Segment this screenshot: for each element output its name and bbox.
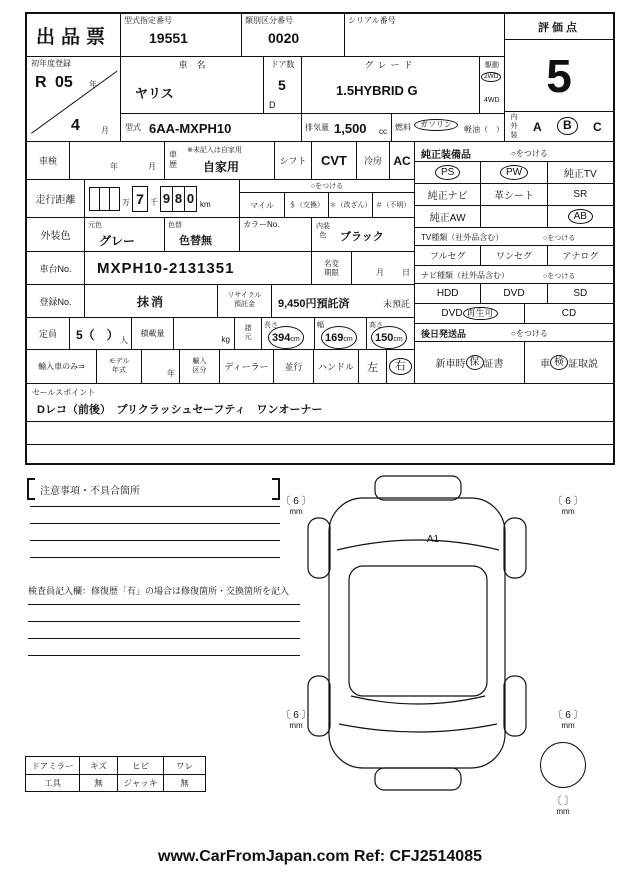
odometer-digit-1: 9 xyxy=(160,186,173,212)
handle-right-cell xyxy=(387,350,415,384)
fuel-label: 燃料 xyxy=(395,123,411,132)
manual-selected: 検 xyxy=(550,355,568,370)
registration-era: R xyxy=(35,74,47,91)
model-year-unit: 年 xyxy=(167,369,175,379)
odometer-digit-2: 8 xyxy=(172,186,185,212)
odometer-empty-box xyxy=(109,187,120,211)
blank-row-2 xyxy=(27,445,613,463)
doors-label: ドア数 xyxy=(270,60,295,69)
tread-rear-left xyxy=(279,706,313,730)
sales-point-cell xyxy=(27,384,613,422)
regno-label-cell xyxy=(27,285,85,318)
equip-ps-cell xyxy=(415,162,481,183)
later-shipping-mark-note: ○をつける xyxy=(511,329,548,338)
length-cell xyxy=(262,318,315,350)
navi-dvd: DVD xyxy=(503,288,525,299)
parallel-cell xyxy=(274,350,314,384)
mark-tamper-option: ＊（改ざん） xyxy=(329,193,373,217)
mileage-label-cell xyxy=(27,180,85,218)
registration-year: 05 xyxy=(55,74,73,91)
cooling-value-cell xyxy=(390,142,415,180)
equip-row-3 xyxy=(415,206,613,228)
cd-cell xyxy=(525,304,613,323)
dvd-play-selected: 再生可 xyxy=(463,307,498,321)
dealer-option: ディーラー xyxy=(224,362,269,372)
grade-cell xyxy=(302,57,480,114)
parallel-option: 並行 xyxy=(284,362,303,372)
height-value-oval xyxy=(371,326,407,349)
tread-spare-bracket: 〔 〕 xyxy=(551,796,575,807)
interior-color-cell xyxy=(312,218,415,252)
odometer-boxes xyxy=(85,180,239,217)
equip-ps-selected: PS xyxy=(435,165,460,180)
repaint-cell xyxy=(165,218,240,252)
tread-front-left-unit: mm xyxy=(289,507,303,516)
dvd-play-prefix: DVD xyxy=(441,308,463,319)
chassis-label-cell xyxy=(27,252,85,285)
registration-month-unit: 月 xyxy=(101,126,109,135)
break-label: ワレ xyxy=(175,760,193,771)
documents-row xyxy=(415,342,613,384)
cooling-label-cell xyxy=(357,142,390,180)
chassis-value: MXPH10-2131351 xyxy=(97,260,235,277)
model-cell xyxy=(121,114,302,142)
equip-tv: 純正TV xyxy=(563,169,597,180)
manual-prefix: 車 xyxy=(540,359,550,370)
equip-header-cell xyxy=(415,142,613,162)
cooling-label: 冷房 xyxy=(363,156,382,166)
name-change-day-unit: 日 xyxy=(402,268,410,278)
color-no-label: カラーNo. xyxy=(243,220,280,229)
drive-4wd: 4WD xyxy=(484,97,500,104)
tv-type-mark-note: ○をつける xyxy=(543,235,576,242)
displacement-cell xyxy=(302,114,392,142)
regno-value: 抹消 xyxy=(136,294,165,309)
ruled-line xyxy=(28,604,300,605)
load-value-cell xyxy=(174,318,235,350)
equip-pw-cell xyxy=(481,162,547,183)
doors-value: 5 xyxy=(278,77,286,93)
tv-type-label: TV種類（社外品含む） xyxy=(421,233,504,242)
blank-row-1 xyxy=(27,422,613,445)
damage-mark-a1: A1 xyxy=(426,534,440,545)
model-code-label: 型式指定番号 xyxy=(124,16,172,25)
interior-color-value: ブラック xyxy=(340,231,384,243)
mark-header-strip xyxy=(240,180,414,193)
tv-oneseg: ワンセグ xyxy=(495,251,532,261)
color-no-cell xyxy=(240,218,312,252)
history-note: ※未記入は自家用 xyxy=(187,147,242,154)
tread-spare xyxy=(546,792,580,816)
mark-options-row xyxy=(240,193,414,217)
handle-right-selected: 右 xyxy=(389,358,412,374)
tread-front-left-value: 〔 6 〕 xyxy=(280,496,312,507)
odometer-thousands-digit: 7 xyxy=(132,186,148,212)
model-label: 型式 xyxy=(125,123,141,132)
grade-a: A xyxy=(533,120,542,134)
cd-option: CD xyxy=(561,308,577,319)
scratch-label: キズ xyxy=(80,757,118,774)
class-code-label: 類別区分番号 xyxy=(245,16,293,25)
manual-cell xyxy=(525,342,613,383)
class-code-cell xyxy=(242,14,345,57)
hood-line xyxy=(337,540,499,550)
ruled-line xyxy=(28,621,300,622)
page-title: 出品票 xyxy=(35,26,111,48)
serial-cell xyxy=(345,14,505,57)
tv-analog: アナログ xyxy=(562,251,599,261)
length-value: 394 xyxy=(272,332,291,344)
recycle-value-cell xyxy=(272,285,415,318)
manual-suffix: 証取説 xyxy=(568,359,598,370)
drive-label: 駆動 xyxy=(485,62,499,69)
km-unit-label: km xyxy=(200,200,211,210)
tv-type-row xyxy=(415,246,613,266)
name-change-date-cell xyxy=(352,252,415,285)
length-label: 長さ xyxy=(264,322,278,329)
jack-status: 無 xyxy=(180,778,189,788)
handle-left-cell xyxy=(359,350,387,384)
ruled-line xyxy=(30,523,280,524)
dvd-play-row xyxy=(415,304,613,324)
capacity-value: 5（ ） xyxy=(76,328,119,342)
crack-label: ヒビ xyxy=(118,757,164,774)
model-year-label-cell xyxy=(97,350,142,384)
condition-row-1 xyxy=(26,757,205,774)
shaken-year-unit: 年 xyxy=(110,162,118,172)
registration-year-unit: 年 xyxy=(89,80,97,89)
equip-sunroof-cell xyxy=(548,184,613,205)
displacement-label: 排気量 xyxy=(305,123,329,132)
width-unit: cm xyxy=(343,336,353,343)
equip-empty-cell xyxy=(481,206,547,227)
sales-point-text: Dレコ（前後） プリクラッシュセーフティ ワンオーナー xyxy=(37,404,323,416)
capacity-label-cell xyxy=(27,318,70,350)
later-shipping-header-cell xyxy=(415,324,613,342)
repaint-value: 色替無 xyxy=(179,235,212,247)
displacement-unit: cc xyxy=(379,127,387,137)
capacity-label: 定員 xyxy=(38,329,57,339)
equip-leather-cell xyxy=(481,184,547,205)
notes-label: 注意事項・不具合箇所 xyxy=(40,486,140,497)
score-label: 評価点 xyxy=(538,21,580,34)
rear-window-line xyxy=(351,696,485,704)
auction-form xyxy=(25,12,615,465)
mark-exchange-option: ＄（交換） xyxy=(285,193,329,217)
tools-status: 無 xyxy=(80,775,118,791)
rear-bumper xyxy=(375,768,461,790)
doors-type: D xyxy=(269,100,276,110)
tread-front-right-unit: mm xyxy=(561,507,575,516)
doors-cell xyxy=(264,57,302,114)
equip-alloy-wheels: 純正AW xyxy=(429,213,466,224)
ruled-line xyxy=(30,506,280,507)
regno-label: 登録No. xyxy=(39,296,72,307)
shift-value: CVT xyxy=(321,153,347,168)
registration-month: 4 xyxy=(71,117,80,134)
equip-pw-selected: PW xyxy=(500,165,528,180)
front-right-wheel xyxy=(504,518,526,578)
name-change-label-cell xyxy=(312,252,352,285)
tread-front-right xyxy=(551,492,585,516)
serial-label: シリアル番号 xyxy=(348,16,396,25)
navi-sd: SD xyxy=(573,288,588,299)
spec-label-cell xyxy=(235,318,262,350)
chassis-label: 車台No. xyxy=(39,263,72,274)
tread-rear-right-value: 〔 6 〕 xyxy=(552,710,584,721)
shift-label: シフト xyxy=(279,156,307,166)
warranty-prefix: 新車時 xyxy=(435,359,466,370)
width-value-oval xyxy=(321,326,357,349)
model-year-label: モデル年式 xyxy=(108,357,130,374)
base-color-cell xyxy=(85,218,165,252)
sheet-title-cell xyxy=(27,14,121,57)
equip-sunroof: SR xyxy=(573,189,588,200)
tread-rear-right xyxy=(551,706,585,730)
tread-front-left xyxy=(279,492,313,516)
mark-header: ○をつける xyxy=(310,183,344,190)
sales-point-label: セールスポイント xyxy=(32,388,96,397)
capacity-unit: 人 xyxy=(120,336,128,346)
dealer-cell xyxy=(220,350,274,384)
tv-oneseg-cell xyxy=(481,246,547,265)
drive-2wd-selected: 2WD xyxy=(481,72,501,82)
length-unit: cm xyxy=(290,336,300,343)
equip-tv-cell xyxy=(548,162,613,183)
recycle-not-deposited: 未預託 xyxy=(382,299,410,309)
repaint-label: 色替 xyxy=(168,222,182,229)
cabin-outline xyxy=(349,566,487,696)
navi-sd-cell xyxy=(548,284,613,303)
grade-c: C xyxy=(593,120,602,134)
man-unit-label: 万 xyxy=(122,198,130,208)
ruled-line xyxy=(30,540,280,541)
navi-type-header-cell xyxy=(415,266,613,284)
fuel-diesel: 軽油（ ） xyxy=(464,125,504,134)
handle-label-cell xyxy=(314,350,359,384)
regno-value-cell xyxy=(85,285,218,318)
height-label: 高さ xyxy=(369,322,383,329)
ruled-line xyxy=(28,638,300,639)
width-label: 幅 xyxy=(317,322,324,329)
recycle-label: リサイクル預託金 xyxy=(227,292,262,308)
front-bumper xyxy=(375,476,461,500)
tv-type-header-cell xyxy=(415,228,613,246)
exterior-color-label-cell xyxy=(27,218,85,252)
fuel-gasoline-selected: ガソリン xyxy=(414,119,458,131)
tread-rear-left-unit: mm xyxy=(289,721,303,730)
grade-value: 1.5HYBRID G xyxy=(336,83,418,98)
door-mirror-label: ドアミラー xyxy=(26,757,80,774)
handle-label: ハンドル xyxy=(317,362,354,372)
first-registration-label: 初年度登録 xyxy=(31,59,71,68)
displacement-value: 1,500 xyxy=(334,121,367,136)
base-color-label: 元色 xyxy=(88,222,102,229)
spec-label: 諸元 xyxy=(244,324,252,341)
equip-airbag-cell xyxy=(548,206,613,227)
fuel-cell xyxy=(392,114,505,142)
model-code-value: 19551 xyxy=(149,30,188,46)
first-registration-cell xyxy=(27,57,121,142)
recycle-label-cell xyxy=(218,285,272,318)
equip-aw-cell xyxy=(415,206,481,227)
warranty-book-cell xyxy=(415,342,525,383)
rear-right-wheel xyxy=(504,676,526,736)
width-value: 169 xyxy=(325,332,344,344)
history-cell xyxy=(165,142,275,180)
warranty-suffix: 証書 xyxy=(483,359,504,370)
exterior-color-label: 外装色 xyxy=(40,231,71,242)
equip-header: 純正装備品 xyxy=(421,150,471,161)
tread-spare-unit: mm xyxy=(556,807,570,816)
class-code-value: 0020 xyxy=(268,30,300,46)
shaken-date-cell xyxy=(70,142,165,180)
mark-mile-option: マイル xyxy=(240,193,285,217)
trunk-line xyxy=(339,724,497,732)
car-name-cell xyxy=(121,57,264,114)
front-left-wheel xyxy=(308,518,330,578)
tread-front-right-value: 〔 6 〕 xyxy=(552,496,584,507)
notes-bracket-left xyxy=(27,478,35,500)
equip-navi-cell xyxy=(415,184,481,205)
length-value-oval xyxy=(268,326,304,349)
ruled-line xyxy=(28,655,300,656)
handle-left-option: 左 xyxy=(367,361,378,374)
shift-label-cell xyxy=(275,142,312,180)
equip-airbag-selected: AB xyxy=(568,209,593,224)
tv-fullseg: フルセグ xyxy=(429,251,466,261)
load-label: 積載量 xyxy=(140,329,165,338)
dvd-play-cell xyxy=(415,304,525,323)
import-only-cell xyxy=(27,350,97,384)
mileage-mark-cell xyxy=(240,180,415,218)
shaken-label: 車検 xyxy=(38,156,57,166)
import-type-label: 輸入区分 xyxy=(192,357,207,374)
equip-navi: 純正ナビ xyxy=(427,191,468,202)
capacity-value-cell xyxy=(70,318,132,350)
model-year-value-cell xyxy=(142,350,180,384)
jack-label: ジャッキ xyxy=(118,775,164,791)
grade-label: グレード xyxy=(364,60,417,70)
shaken-cell xyxy=(27,142,70,180)
interior-exterior-label: 内外装 xyxy=(510,114,518,139)
width-cell xyxy=(315,318,367,350)
load-label-cell xyxy=(132,318,174,350)
inspector-label: 検査員記入欄：修復歴「有」の場合は修復箇所・交換箇所を記入 xyxy=(28,586,290,596)
height-unit: cm xyxy=(393,336,403,343)
navi-type-mark-note: ○をつける xyxy=(543,273,576,280)
import-type-label-cell xyxy=(180,350,220,384)
model-code-cell xyxy=(121,14,242,57)
recycle-value: 9,450円預託済 xyxy=(278,298,350,310)
navi-dvd-cell xyxy=(481,284,547,303)
odometer-cell xyxy=(85,180,240,218)
load-unit: kg xyxy=(221,335,230,345)
cooling-value: AC xyxy=(393,153,411,168)
height-value: 150 xyxy=(375,332,394,344)
score-header-cell xyxy=(505,14,613,40)
tv-fullseg-cell xyxy=(415,246,481,265)
warranty-selected: 保 xyxy=(466,355,484,370)
chassis-value-cell xyxy=(85,252,312,285)
history-value: 自家用 xyxy=(203,160,240,174)
grade-b-selected: B xyxy=(557,117,578,135)
car-name-label: 車 名 xyxy=(178,60,206,70)
equip-row-1 xyxy=(415,162,613,184)
shaken-month-unit: 月 xyxy=(148,162,156,172)
condition-row-2 xyxy=(26,775,205,791)
odometer-digit-3: 0 xyxy=(184,186,197,212)
model-value: 6AA-MXPH10 xyxy=(149,121,232,136)
height-cell xyxy=(367,318,415,350)
navi-hdd: HDD xyxy=(436,288,459,299)
score-value: 5 xyxy=(546,49,572,102)
tools-label: 工具 xyxy=(26,775,80,791)
name-change-month-unit: 月 xyxy=(376,268,384,278)
shift-value-cell xyxy=(312,142,357,180)
ruled-line xyxy=(30,557,280,558)
equip-row-2 xyxy=(415,184,613,206)
car-name-value: ヤリス xyxy=(135,86,174,101)
condition-table xyxy=(25,756,206,792)
interior-exterior-cell xyxy=(505,112,613,142)
import-only-label: 輸入車のみ⇒ xyxy=(38,362,85,371)
base-color-value: グレー xyxy=(99,234,136,248)
footer-watermark: www.CarFromJapan.com Ref: CFJ2514085 xyxy=(158,848,482,865)
score-cell xyxy=(505,40,613,112)
name-change-label: 名変期限 xyxy=(324,258,339,277)
navi-type-label: ナビ種類（社外品含む） xyxy=(421,271,509,280)
mileage-label: 走行距離 xyxy=(35,195,76,206)
history-label: 車歴 xyxy=(169,150,177,169)
navi-hdd-cell xyxy=(415,284,481,303)
spare-tire-circle xyxy=(540,742,586,788)
equip-mark-note: ○をつける xyxy=(511,149,548,158)
drive-cell xyxy=(480,57,505,114)
sen-unit-label: 千 xyxy=(150,198,158,208)
mark-unknown-option: ＃（不明） xyxy=(375,202,411,209)
equip-leather-seat: 革シート xyxy=(493,191,534,202)
interior-color-label: 内装色 xyxy=(316,223,330,239)
later-shipping-label: 後日発送品 xyxy=(421,329,467,339)
navi-type-row xyxy=(415,284,613,304)
tread-rear-left-value: 〔 6 〕 xyxy=(280,710,312,721)
tread-rear-right-unit: mm xyxy=(561,721,575,730)
tv-analog-cell xyxy=(548,246,613,265)
